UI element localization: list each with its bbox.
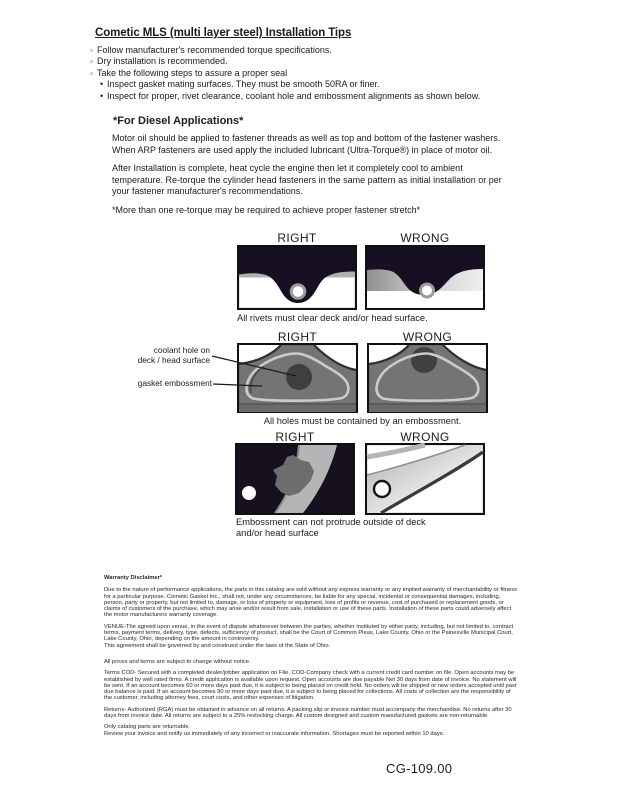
coolant-hole-label: coolant hole on deck / head surface [137,345,210,365]
page-number: CG-109.00 [386,761,453,776]
list-item-text: Dry installation is recommended. [97,56,228,67]
diagram1-caption: All rivets must clear deck and/or head surface. [237,313,428,323]
coolant-hole-icon [411,347,437,373]
rivet-clearance-wrong-graphic [365,245,485,310]
diagram3-caption: Embossment can not protrude outside of deck and/or head surface [236,517,426,538]
venue-paragraph: This agreement shall be governed by and construed under the laws of the State of Ohio. [104,642,331,649]
list-item [90,45,480,56]
bolt-hole-icon [242,486,256,500]
warranty-paragraph: Due to the nature of performance applications, the parts in this catalog are sold without any express warranty or any implied warranty of merchantability or fitness for a particular purpose. Cometic Gasket Inc., shall not, under any circumstances, be liable for any special, incidental or consequential damages, including, person, party or property, but not limited to, damage, or loss of property or equipment, loss of profits or revenue, cost of purchased or replacement goods, or claims of customers of the purchase, which may arise and/or result from sale, installation or use of these parts. Installation of these parts could adversely affect the motor manufacturers warranty coverage. [104,587,518,619]
returnable-paragraph: Only catalog parts are returnable. [104,724,191,731]
diagram3-wrong-label: WRONG [400,430,450,444]
list-item [100,79,480,90]
diesel-paragraph: Motor oil should be applied to fastener threads as well as top and bottom of the fastener washers. When ARP fasteners are used apply the included lubricant (Ultra-Torque®) in place of motor oil. [112,133,501,155]
rivet-icon [421,284,434,297]
open-bullet-icon: ◦ [90,46,93,55]
bolt-hole-icon [374,481,390,497]
terms-cod-paragraph: Terms COD- Secured with a completed dealer/jobber application on File, COD-Company check with a current credit card number on file. Open accounts may be established by well rated firms. A credit application is available upon request. Open accounts are due payable Net 30 days from date of invoice. No statement will be sent. If an account becomes 60 or more days past due, it is subject to being placed on credit hold. No orders will be shipped or new orders accepted until past due balance is paid. If an account becomes 90 or more days past due, it is subject to being placed for collections. All costs of collection are the responsibility of the customer, including attorney fees, court costs, and other expenses of litigation. [104,670,517,702]
diagram2-wrong-label: WRONG [402,330,453,344]
bullet-icon: • [100,90,104,101]
diagram2-right-label: RIGHT [277,330,318,344]
coolant-hole-wrong-graphic [367,343,488,413]
open-bullet-icon: ◦ [90,57,93,67]
rivet-icon [291,285,305,299]
list-item-text: Inspect for proper, rivet clearance, coolant hole and embossment alignments as shown below. [107,90,481,101]
venue-paragraph: VENUE-The agreed upon venue, in the event of dispute whatsoever between the parties, whether instituted by either party, including, but not limited to, contract terms, payment terms, delivery, type, defects, sufficiency of product, shall be the Court of Common Pleas, Lake County, Ohio or the Painesville Municipal Court, Lake County, Ohio, depending on the amount in controversy. [104,623,514,643]
label-leader-lines [205,345,305,390]
invoice-paragraph: Review your invoice and notify us immediately of any incorrect or inaccurate information. Shortages must be reported within 10 days. [104,730,445,737]
embossment-right-graphic [235,443,355,515]
page-title: Cometic MLS (multi layer steel) Installation Tips [95,27,352,39]
list-item-text: Inspect gasket mating surfaces. They must be smooth 50RA or finer. [107,79,380,90]
diagram1-wrong-label: WRONG [400,231,450,245]
returns-paragraph: Returns- Authorized (RGA) must be obtained in advance on all returns. A packing slip or invoice number must accompany the merchandise. No returns after 30 days from invoice date. All returns are subject to a 25% restocking charge. All custom designed and custom manufactured gaskets are non-returnable. [104,706,512,720]
prices-paragraph: All prices and terms are subject to change without notice. [104,658,251,665]
retorque-note: *More than one re-torque may be required to achieve proper fastener stretch* [112,205,421,216]
installation-tips-list [90,45,480,102]
list-item-text: Take the following steps to assure a proper seal [97,67,288,78]
embossment-wrong-graphic [365,443,485,515]
diesel-paragraph: After Installation is complete, heat cycle the engine then let it completely cool to ambient temperature. Re-torque the cylinder head fasteners in the same pattern as initial installation or per your fastener manufacturer's recommendations. [112,163,502,197]
gasket-embossment-label: gasket embossment [137,378,212,388]
bullet-icon: • [100,79,104,90]
list-item [100,91,480,102]
warranty-heading: Warranty Disclaimer* [104,575,163,581]
list-item [90,56,480,67]
list-item [90,68,480,79]
diagram3-right-label: RIGHT [275,430,315,444]
rivet-clearance-right-graphic [237,245,357,310]
warranty-disclaimer-section [104,575,518,742]
diagram2-caption: All holes must be contained by an embossment. [263,416,462,426]
diesel-heading: *For Diesel Applications* [113,115,244,127]
open-bullet-icon: ◦ [90,68,93,78]
list-item-text: Follow manufacturer's recommended torque specifications. [97,45,332,55]
diesel-applications-section [112,116,516,217]
diagram1-right-label: RIGHT [277,231,317,245]
